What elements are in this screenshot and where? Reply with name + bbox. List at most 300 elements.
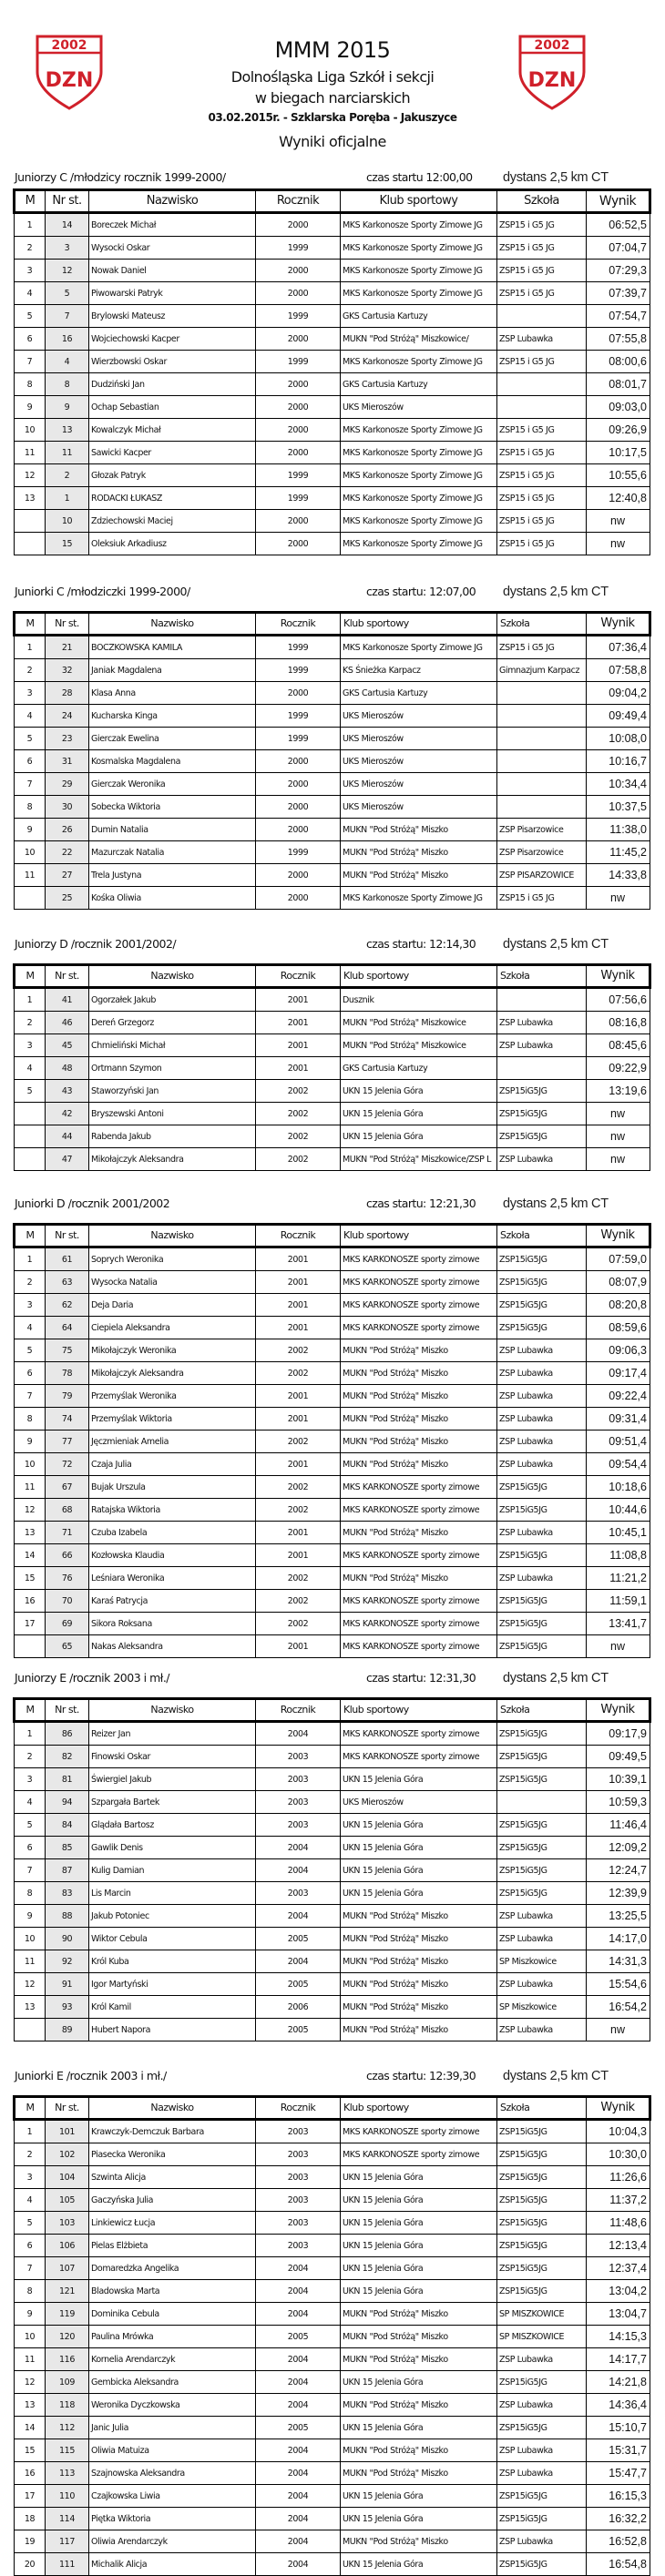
- cell-m: 8: [15, 373, 46, 396]
- cell-m: 12: [15, 464, 46, 487]
- table-row: [15, 2417, 650, 2439]
- column-header-name: Nazwisko: [89, 2097, 256, 2120]
- cell-year: 1999: [256, 636, 341, 659]
- cell-name: Piwowarski Patryk: [89, 282, 256, 305]
- cell-year: 2001: [256, 1294, 341, 1317]
- cell-m: 15: [15, 2439, 46, 2462]
- cell-club: MKS Karkonosze Sporty Zimowe JG: [341, 533, 497, 555]
- cell-name: Deja Daria: [89, 1294, 256, 1317]
- cell-name: Gaczyńska Julia: [89, 2189, 256, 2212]
- cell-year: 2002: [256, 1476, 341, 1499]
- cell-club: MUKN "Pod Stróżą" Miszko: [341, 1973, 497, 1996]
- cell-nr: 94: [46, 1791, 89, 1814]
- cell-m: 4: [15, 2189, 46, 2212]
- cell-year: 2002: [256, 1431, 341, 1453]
- cell-school: ZSP15 i G5 JG: [497, 213, 587, 237]
- cell-school: ZSP15 i G5 JG: [497, 237, 587, 260]
- cell-nr: 102: [46, 2143, 89, 2166]
- cell-nr: 13: [46, 419, 89, 442]
- cell-nr: 16: [46, 328, 89, 351]
- cell-name: Szwinta Alicja: [89, 2166, 256, 2189]
- table-row: [15, 1567, 650, 1590]
- logo-year: 2002: [51, 38, 87, 53]
- cell-year: 2002: [256, 1590, 341, 1613]
- column-header-school: Szkoła: [497, 1699, 587, 1722]
- cell-school: [497, 1057, 587, 1080]
- cell-year: 2004: [256, 1722, 341, 1746]
- cell-year: 2005: [256, 2326, 341, 2348]
- cell-year: 2001: [256, 1522, 341, 1544]
- cell-nr: 76: [46, 1567, 89, 1590]
- cell-name: Rabenda Jakub: [89, 1125, 256, 1148]
- cell-name: Gembicka Aleksandra: [89, 2371, 256, 2394]
- cell-nr: 106: [46, 2235, 89, 2257]
- cell-year: 1999: [256, 659, 341, 682]
- cell-year: 1999: [256, 705, 341, 728]
- cell-year: 2003: [256, 1746, 341, 1768]
- cell-result: nw: [587, 1103, 650, 1125]
- cell-name: Igor Martyński: [89, 1973, 256, 1996]
- cell-club: UKN 15 Jelenia Góra: [341, 2485, 497, 2508]
- cell-nr: 68: [46, 1499, 89, 1522]
- cell-result: 09:51,4: [587, 1431, 650, 1453]
- table-row: [15, 1103, 650, 1125]
- cell-name: Janic Julia: [89, 2417, 256, 2439]
- cell-m: 4: [15, 1791, 46, 1814]
- cell-result: 14:33,8: [587, 864, 650, 887]
- cell-name: Świergiel Jakub: [89, 1768, 256, 1791]
- start-time: czas startu: 12:14,30: [366, 937, 476, 951]
- cell-name: Dereń Grzegorz: [89, 1012, 256, 1034]
- table-row: [15, 442, 650, 464]
- column-header-year: Rocznik: [256, 2097, 341, 2120]
- cell-name: Nakas Aleksandra: [89, 1635, 256, 1658]
- column-header-school: Szkoła: [497, 965, 587, 988]
- table-row: [15, 2019, 650, 2041]
- column-header-m: M: [15, 1225, 46, 1247]
- cell-nr: 61: [46, 1247, 89, 1271]
- section-title: Juniorki C /młodziczki 1999-2000/: [15, 585, 190, 598]
- cell-year: 2004: [256, 1859, 341, 1882]
- cell-club: MUKN "Pod Stróżą" Miszko: [341, 841, 497, 864]
- cell-m: 14: [15, 1544, 46, 1567]
- cell-m: 1: [15, 1247, 46, 1271]
- distance: dystans 2,5 km CT: [503, 170, 609, 185]
- cell-nr: 121: [46, 2280, 89, 2303]
- cell-result: 14:21,8: [587, 2371, 650, 2394]
- cell-m: 1: [15, 2120, 46, 2143]
- cell-club: GKS Cartusia Kartuzy: [341, 682, 497, 705]
- cell-year: 2004: [256, 2485, 341, 2508]
- cell-m: 7: [15, 1859, 46, 1882]
- cell-school: ZSP PISARZOWICE: [497, 864, 587, 887]
- table-row: [15, 396, 650, 419]
- cell-nr: 41: [46, 988, 89, 1012]
- cell-m: 12: [15, 1973, 46, 1996]
- cell-result: 15:31,7: [587, 2439, 650, 2462]
- column-header-school: Szkoła: [497, 1225, 587, 1247]
- cell-result: 10:45,1: [587, 1522, 650, 1544]
- cell-club: MKS KARKONOSZE sporty zimowe: [341, 1746, 497, 1768]
- cell-name: Wysocki Oskar: [89, 237, 256, 260]
- table-row: [15, 1453, 650, 1476]
- cell-nr: 12: [46, 260, 89, 282]
- cell-nr: 66: [46, 1544, 89, 1567]
- cell-year: 2000: [256, 864, 341, 887]
- column-header-nr: Nr st.: [46, 1699, 89, 1722]
- table-row: [15, 2462, 650, 2485]
- column-header-name: Nazwisko: [89, 1699, 256, 1722]
- cell-m: 7: [15, 773, 46, 796]
- cell-m: 6: [15, 1837, 46, 1859]
- cell-result: 09:22,9: [587, 1057, 650, 1080]
- table-row: [15, 1722, 650, 1746]
- cell-m: 9: [15, 396, 46, 419]
- cell-m: 17: [15, 1613, 46, 1635]
- cell-club: MKS Karkonosze Sporty Zimowe JG: [341, 636, 497, 659]
- cell-school: Gimnazjum Karpacz: [497, 659, 587, 682]
- distance: dystans 2,5 km CT: [503, 1196, 609, 1211]
- cell-year: 1999: [256, 237, 341, 260]
- cell-result: 08:45,6: [587, 1034, 650, 1057]
- table-row: [15, 1859, 650, 1882]
- cell-result: nw: [587, 1635, 650, 1658]
- section-title: Juniorki E /rocznik 2003 i mł./: [15, 2069, 167, 2082]
- cell-year: 2004: [256, 2280, 341, 2303]
- table-row: [15, 1499, 650, 1522]
- cell-name: Ratajska Wiktoria: [89, 1499, 256, 1522]
- cell-result: 07:58,8: [587, 659, 650, 682]
- cell-year: 1999: [256, 841, 341, 864]
- cell-name: Piasecka Weronika: [89, 2143, 256, 2166]
- results-table: [13, 611, 651, 910]
- cell-m: 1: [15, 636, 46, 659]
- table-row: [15, 1613, 650, 1635]
- cell-year: 2002: [256, 1567, 341, 1590]
- cell-nr: 87: [46, 1859, 89, 1882]
- cell-result: 11:21,2: [587, 1567, 650, 1590]
- cell-nr: 69: [46, 1613, 89, 1635]
- cell-school: [497, 682, 587, 705]
- cell-name: Ortmann Szymon: [89, 1057, 256, 1080]
- cell-school: ZSP15iG5JG: [497, 2212, 587, 2235]
- cell-club: MKS KARKONOSZE sporty zimowe: [341, 1722, 497, 1746]
- cell-m: 10: [15, 419, 46, 442]
- cell-school: ZSP15 i G5 JG: [497, 442, 587, 464]
- cell-m: 20: [15, 2553, 46, 2576]
- cell-m: 5: [15, 2212, 46, 2235]
- table-row: [15, 282, 650, 305]
- cell-result: 09:54,4: [587, 1453, 650, 1476]
- cell-club: MUKN "Pod Stróżą" Miszko: [341, 2303, 497, 2326]
- cell-m: 2: [15, 659, 46, 682]
- table-row: [15, 750, 650, 773]
- cell-nr: 2: [46, 464, 89, 487]
- cell-result: 10:59,3: [587, 1791, 650, 1814]
- cell-year: 2003: [256, 1882, 341, 1905]
- cell-m: 14: [15, 2417, 46, 2439]
- cell-m: 13: [15, 1996, 46, 2019]
- cell-club: MUKN "Pod Stróżą" Miszko: [341, 1996, 497, 2019]
- cell-nr: 117: [46, 2530, 89, 2553]
- cell-school: ZSP Pisarzowice: [497, 819, 587, 841]
- cell-year: 2002: [256, 1362, 341, 1385]
- cell-m: 4: [15, 1057, 46, 1080]
- table-row: [15, 2553, 650, 2576]
- table-row: [15, 819, 650, 841]
- table-row: [15, 2303, 650, 2326]
- cell-name: Finowski Oskar: [89, 1746, 256, 1768]
- cell-year: 2005: [256, 1928, 341, 1950]
- cell-club: MUKN "Pod Stróżą" Miszko: [341, 2462, 497, 2485]
- cell-name: Michalik Alicja: [89, 2553, 256, 2576]
- cell-m: 13: [15, 1522, 46, 1544]
- column-header-club: Klub sportowy: [341, 965, 497, 988]
- cell-club: MUKN "Pod Stróżą" Miszkowice/: [341, 328, 497, 351]
- column-header-name: Nazwisko: [89, 1225, 256, 1247]
- cell-club: MUKN "Pod Stróżą" Miszko: [341, 819, 497, 841]
- cell-nr: 32: [46, 659, 89, 682]
- results-table: [13, 2095, 651, 2576]
- section-header: [0, 585, 665, 603]
- cell-school: ZSP Lubawka: [497, 1453, 587, 1476]
- cell-name: Bryszewski Antoni: [89, 1103, 256, 1125]
- cell-school: ZSP15iG5JG: [497, 1080, 587, 1103]
- cell-school: ZSP Lubawka: [497, 2348, 587, 2371]
- cell-year: 2003: [256, 2189, 341, 2212]
- cell-result: 13:04,7: [587, 2303, 650, 2326]
- cell-result: 12:39,9: [587, 1882, 650, 1905]
- cell-name: Mazurczak Natalia: [89, 841, 256, 864]
- cell-year: 2001: [256, 1453, 341, 1476]
- cell-club: UKS Mieroszów: [341, 750, 497, 773]
- cell-name: Piętka Wiktoria: [89, 2508, 256, 2530]
- cell-m: 8: [15, 2280, 46, 2303]
- cell-result: 13:41,7: [587, 1613, 650, 1635]
- cell-nr: 14: [46, 213, 89, 237]
- cell-name: Leśniara Weronika: [89, 1567, 256, 1590]
- cell-name: Wierzbowski Oskar: [89, 351, 256, 373]
- cell-school: ZSP15iG5JG: [497, 2189, 587, 2212]
- cell-m: 9: [15, 2303, 46, 2326]
- table-row: [15, 1057, 650, 1080]
- table-row: [15, 2530, 650, 2553]
- cell-school: ZSP15iG5JG: [497, 1590, 587, 1613]
- cell-name: Paulina Mrówka: [89, 2326, 256, 2348]
- start-time: czas startu 12:00,00: [366, 170, 473, 184]
- cell-year: 2000: [256, 510, 341, 533]
- logo-letters: DZN: [45, 69, 94, 92]
- cell-result: 07:54,7: [587, 305, 650, 328]
- cell-year: 2005: [256, 2019, 341, 2041]
- cell-name: Jęczmieniak Amelia: [89, 1431, 256, 1453]
- cell-nr: 120: [46, 2326, 89, 2348]
- cell-year: 2000: [256, 213, 341, 237]
- cell-club: MKS KARKONOSZE sporty zimowe: [341, 1317, 497, 1339]
- cell-club: MUKN "Pod Stróżą" Miszkowice: [341, 1012, 497, 1034]
- cell-year: 2000: [256, 328, 341, 351]
- cell-nr: 107: [46, 2257, 89, 2280]
- cell-nr: 114: [46, 2508, 89, 2530]
- cell-result: nw: [587, 1148, 650, 1171]
- table-row: [15, 260, 650, 282]
- cell-school: ZSP15iG5JG: [497, 2371, 587, 2394]
- table-row: [15, 328, 650, 351]
- cell-nr: 84: [46, 1814, 89, 1837]
- cell-year: 2005: [256, 1973, 341, 1996]
- cell-school: ZSP15 i G5 JG: [497, 510, 587, 533]
- cell-school: [497, 796, 587, 819]
- cell-year: 2000: [256, 819, 341, 841]
- cell-school: ZSP15iG5JG: [497, 1837, 587, 1859]
- cell-result: 15:54,6: [587, 1973, 650, 1996]
- cell-nr: 77: [46, 1431, 89, 1453]
- column-header-name: Nazwisko: [89, 190, 256, 213]
- cell-nr: 28: [46, 682, 89, 705]
- cell-name: RODACKI ŁUKASZ: [89, 487, 256, 510]
- cell-m: [15, 510, 46, 533]
- cell-result: 07:04,7: [587, 237, 650, 260]
- cell-name: Reizer Jan: [89, 1722, 256, 1746]
- cell-club: MUKN "Pod Stróżą" Miszko: [341, 1385, 497, 1408]
- cell-year: 2004: [256, 2257, 341, 2280]
- cell-name: Ochap Sebastian: [89, 396, 256, 419]
- cell-name: Staworzyński Jan: [89, 1080, 256, 1103]
- cell-school: ZSP Lubawka: [497, 2462, 587, 2485]
- cell-m: 5: [15, 1080, 46, 1103]
- cell-school: ZSP15iG5JG: [497, 2120, 587, 2143]
- cell-nr: 46: [46, 1012, 89, 1034]
- cell-year: 2004: [256, 2439, 341, 2462]
- column-header-name: Nazwisko: [89, 965, 256, 988]
- cell-year: 2001: [256, 1247, 341, 1271]
- cell-nr: 88: [46, 1905, 89, 1928]
- table-row: [15, 2508, 650, 2530]
- table-row: [15, 773, 650, 796]
- column-header-m: M: [15, 2097, 46, 2120]
- cell-club: MUKN "Pod Stróżą" Miszko: [341, 2019, 497, 2041]
- cell-name: Mikołajczyk Aleksandra: [89, 1148, 256, 1171]
- cell-result: 10:55,6: [587, 464, 650, 487]
- cell-school: ZSP15 i G5 JG: [497, 282, 587, 305]
- cell-result: 14:17,0: [587, 1928, 650, 1950]
- cell-result: 16:52,8: [587, 2530, 650, 2553]
- cell-school: ZSP15iG5JG: [497, 2257, 587, 2280]
- table-row: [15, 2394, 650, 2417]
- cell-name: Król Kamil: [89, 1996, 256, 2019]
- table-row: [15, 705, 650, 728]
- cell-school: ZSP15iG5JG: [497, 1247, 587, 1271]
- cell-school: ZSP15 i G5 JG: [497, 533, 587, 555]
- cell-year: 2001: [256, 1317, 341, 1339]
- start-time: czas startu: 12:21,30: [366, 1196, 476, 1210]
- cell-year: 2004: [256, 2371, 341, 2394]
- cell-result: 11:37,2: [587, 2189, 650, 2212]
- cell-club: UKN 15 Jelenia Góra: [341, 2212, 497, 2235]
- cell-year: 2000: [256, 796, 341, 819]
- cell-nr: 70: [46, 1590, 89, 1613]
- column-header-nr: Nr st.: [46, 965, 89, 988]
- cell-school: ZSP15 i G5 JG: [497, 260, 587, 282]
- cell-nr: 91: [46, 1973, 89, 1996]
- cell-result: 16:54,2: [587, 1996, 650, 2019]
- table-row: [15, 1882, 650, 1905]
- cell-result: 12:40,8: [587, 487, 650, 510]
- cell-club: MKS KARKONOSZE sporty zimowe: [341, 1499, 497, 1522]
- cell-result: 14:31,3: [587, 1950, 650, 1973]
- table-row: [15, 464, 650, 487]
- table-row: [15, 2143, 650, 2166]
- cell-club: MKS Karkonosze Sporty Zimowe JG: [341, 464, 497, 487]
- cell-school: ZSP15iG5JG: [497, 1125, 587, 1148]
- cell-nr: 11: [46, 442, 89, 464]
- cell-year: 2005: [256, 2417, 341, 2439]
- cell-nr: 119: [46, 2303, 89, 2326]
- table-row: [15, 1544, 650, 1567]
- cell-result: 13:25,5: [587, 1905, 650, 1928]
- cell-school: ZSP15iG5JG: [497, 1271, 587, 1294]
- cell-club: UKN 15 Jelenia Góra: [341, 1768, 497, 1791]
- column-header-year: Rocznik: [256, 1225, 341, 1247]
- distance: dystans 2,5 km CT: [503, 585, 609, 599]
- cell-club: MKS KARKONOSZE sporty zimowe: [341, 1247, 497, 1271]
- cell-m: 7: [15, 1385, 46, 1408]
- cell-club: MUKN "Pod Stróżą" Miszko: [341, 1339, 497, 1362]
- cell-m: 1: [15, 988, 46, 1012]
- cell-m: 6: [15, 750, 46, 773]
- column-header-year: Rocznik: [256, 1699, 341, 1722]
- cell-nr: 23: [46, 728, 89, 750]
- table-row: [15, 887, 650, 910]
- table-row: [15, 841, 650, 864]
- table-header-row: [15, 2097, 650, 2120]
- cell-name: Szajnowska Aleksandra: [89, 2462, 256, 2485]
- cell-name: Dumin Natalia: [89, 819, 256, 841]
- cell-result: 07:39,7: [587, 282, 650, 305]
- cell-club: MUKN "Pod Stróżą" Miszko: [341, 1522, 497, 1544]
- cell-club: GKS Cartusia Kartuzy: [341, 305, 497, 328]
- cell-nr: 86: [46, 1722, 89, 1746]
- cell-nr: 4: [46, 351, 89, 373]
- cell-club: MKS Karkonosze Sporty Zimowe JG: [341, 487, 497, 510]
- cell-nr: 63: [46, 1271, 89, 1294]
- cell-result: 08:59,6: [587, 1317, 650, 1339]
- table-row: [15, 1996, 650, 2019]
- cell-school: ZSP15iG5JG: [497, 2485, 587, 2508]
- cell-club: MKS KARKONOSZE sporty zimowe: [341, 1635, 497, 1658]
- cell-school: ZSP15iG5JG: [497, 2143, 587, 2166]
- cell-club: MKS KARKONOSZE sporty zimowe: [341, 1271, 497, 1294]
- cell-school: SP Miszkowice: [497, 1996, 587, 2019]
- table-header-row: [15, 613, 650, 636]
- cell-club: MKS Karkonosze Sporty Zimowe JG: [341, 213, 497, 237]
- cell-year: 2002: [256, 1613, 341, 1635]
- cell-year: 2004: [256, 2553, 341, 2576]
- table-row: [15, 659, 650, 682]
- cell-m: 2: [15, 1746, 46, 1768]
- column-header-school: Szkoła: [497, 190, 587, 213]
- table-row: [15, 487, 650, 510]
- column-header-result: Wynik: [587, 1699, 650, 1722]
- cell-club: Dusznik: [341, 988, 497, 1012]
- cell-school: ZSP15iG5JG: [497, 1544, 587, 1567]
- cell-club: UKN 15 Jelenia Góra: [341, 2189, 497, 2212]
- cell-school: ZSP15 i G5 JG: [497, 419, 587, 442]
- table-row: [15, 1476, 650, 1499]
- section-header: [0, 1196, 665, 1215]
- table-row: [15, 305, 650, 328]
- cell-m: 12: [15, 1499, 46, 1522]
